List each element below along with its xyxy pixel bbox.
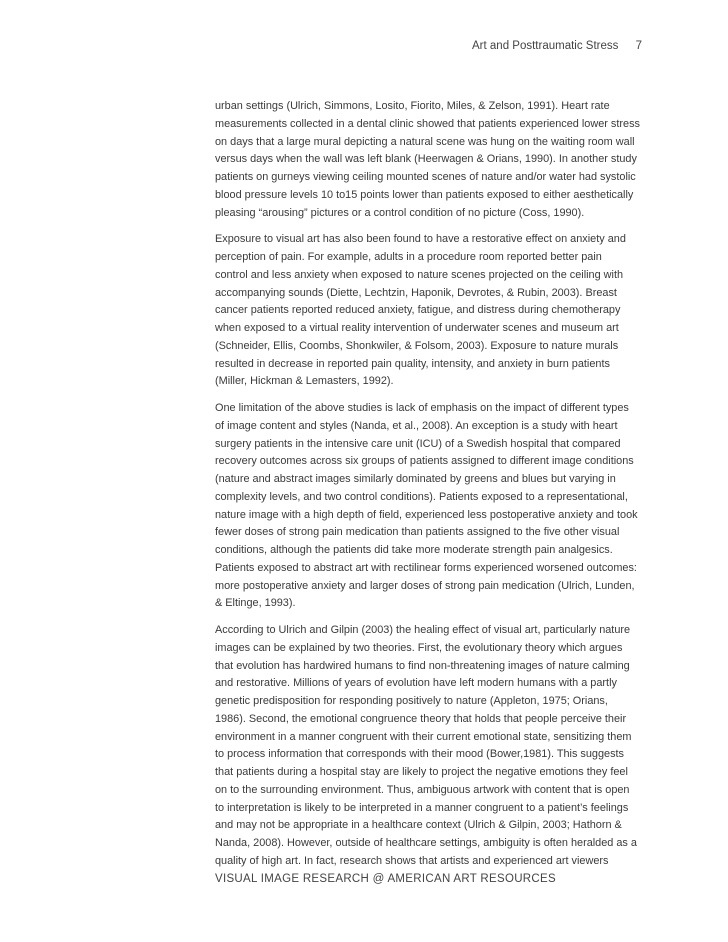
page-footer: VISUAL IMAGE RESEARCH @ AMERICAN ART RESOURCES (215, 873, 556, 885)
text-line: complexity levels, and two control conditions). Patients exposed to a representational, (215, 490, 628, 503)
text-line: urban settings (Ulrich, Simmons, Losito, Fiorito, Miles, & Zelson, 1991). Heart rate (215, 100, 610, 112)
text-line: surgery patients in the intensive care unit (ICU) of a Swedish hospital that compared (215, 437, 621, 450)
text-line: images can be explained by two theories. First, the evolutionary theory which argues (215, 641, 623, 654)
text-line: accompanying sounds (Diette, Lechtzin, Haponik, Devrotes, & Rubin, 2003). Breast (215, 286, 617, 299)
text-line: control and less anxiety when exposed to nature scenes projected on the ceiling with (215, 268, 624, 281)
text-line: cancer patients reported reduced anxiety, fatigue, and distress during chemotherapy (215, 304, 621, 317)
text-line: of image content and styles (Nanda, et al., 2008). An exception is a study with heart (215, 419, 618, 432)
page-header (472, 40, 642, 52)
text-line: more postoperative anxiety and larger doses of strong pain medication (Ulrich, Lunden, (215, 579, 635, 592)
text-line: One limitation of the above studies is lack of emphasis on the impact of different types (215, 402, 629, 414)
text-line: (Schneider, Ellis, Coombs, Shonkwiler, & Folsom, 2003). Exposure to nature murals (215, 339, 619, 352)
text-line: quality of high art. In fact, research shows that artists and experienced art viewers (215, 854, 609, 867)
text-line: Patients exposed to abstract art with rectilinear forms experienced worsened outcomes: (215, 561, 637, 574)
text-line: measurements collected in a dental clinic showed that patients experienced lower stress (215, 117, 640, 130)
text-line: and may not be appropriate in a healthcare context (Ulrich & Gilpin, 2003; Hathorn & (215, 819, 622, 832)
text-line: (Miller, Hickman & Lemasters, 1992). (215, 375, 394, 388)
paragraph (215, 98, 645, 222)
text-line: versus days when the wall was left blank (Heerwagen & Orians, 1990). In another study (215, 153, 637, 166)
paragraph (215, 231, 645, 391)
paragraph (215, 400, 645, 613)
paragraph (215, 622, 645, 871)
body-text (215, 98, 645, 880)
text-line: to interpretation is likely to be interpreted in a manner congruent to a patient’s feelings (215, 801, 629, 814)
text-line: According to Ulrich and Gilpin (2003) the healing effect of visual art, particularly nature (215, 624, 631, 636)
text-line: genetic predisposition for responding positively to nature (Appleton, 1975; Orians, (215, 695, 608, 707)
text-line: perception of pain. For example, adults in a procedure room reported better pain (215, 251, 602, 263)
text-line: & Eltinge, 1993). (215, 597, 296, 610)
text-line: when exposed to a virtual reality intervention of underwater scenes and museum art (215, 322, 619, 334)
text-line: environment in a manner congruent with their current emotional state, sensitizing them (215, 730, 632, 743)
text-line: conditions, although the patients did take more moderate strength pain analgesics. (215, 544, 613, 556)
running-title: Art and Posttraumatic Stress (472, 40, 619, 52)
text-line: that evolution has hardwired humans to find non-threatening images of nature calming (215, 659, 630, 672)
text-line: nature image with a high depth of field, experienced less postoperative anxiety and took (215, 508, 638, 521)
text-line: 1986). Second, the emotional congruence theory that holds that people perceive their (215, 712, 627, 725)
text-line: patients on gurneys viewing ceiling mounted scenes of nature and/or water had systolic (215, 171, 636, 183)
text-line: on to the surrounding environment. Thus, ambiguous artwork with content that is open (215, 783, 630, 796)
text-line: Exposure to visual art has also been found to have a restorative effect on anxiety and (215, 233, 626, 246)
page-number: 7 (635, 40, 642, 52)
text-line: that patients during a hospital stay are likely to project the negative emotions they feel (215, 766, 628, 778)
text-line: to process information that corresponds with their mood (Bower,1981). This suggests (215, 748, 625, 761)
text-line: fewer doses of strong pain medication than patients assigned to the five other visual (215, 526, 620, 539)
text-line: (nature and abstract images similarly dominated by greens and blues but varying in (215, 473, 616, 485)
text-line: Nanda, 2008). However, outside of healthcare settings, ambiguity is often heralded as a (215, 837, 637, 849)
text-line: resulted in decrease in reported pain quality, intensity, and anxiety in burn patients (215, 357, 610, 370)
text-line: recovery outcomes across six groups of patients assigned to different image conditions (215, 455, 634, 468)
text-line: pleasing “arousing” pictures or a control condition of no picture (Coss, 1990). (215, 206, 585, 219)
text-line: on days that a large mural depicting a natural scene was hung on the waiting room wall (215, 135, 635, 148)
text-line: blood pressure levels 10 to15 points lower than patients exposed to either aesthetically (215, 188, 634, 201)
text-line: and restorative. Millions of years of evolution have left modern humans with a partly (215, 677, 617, 690)
